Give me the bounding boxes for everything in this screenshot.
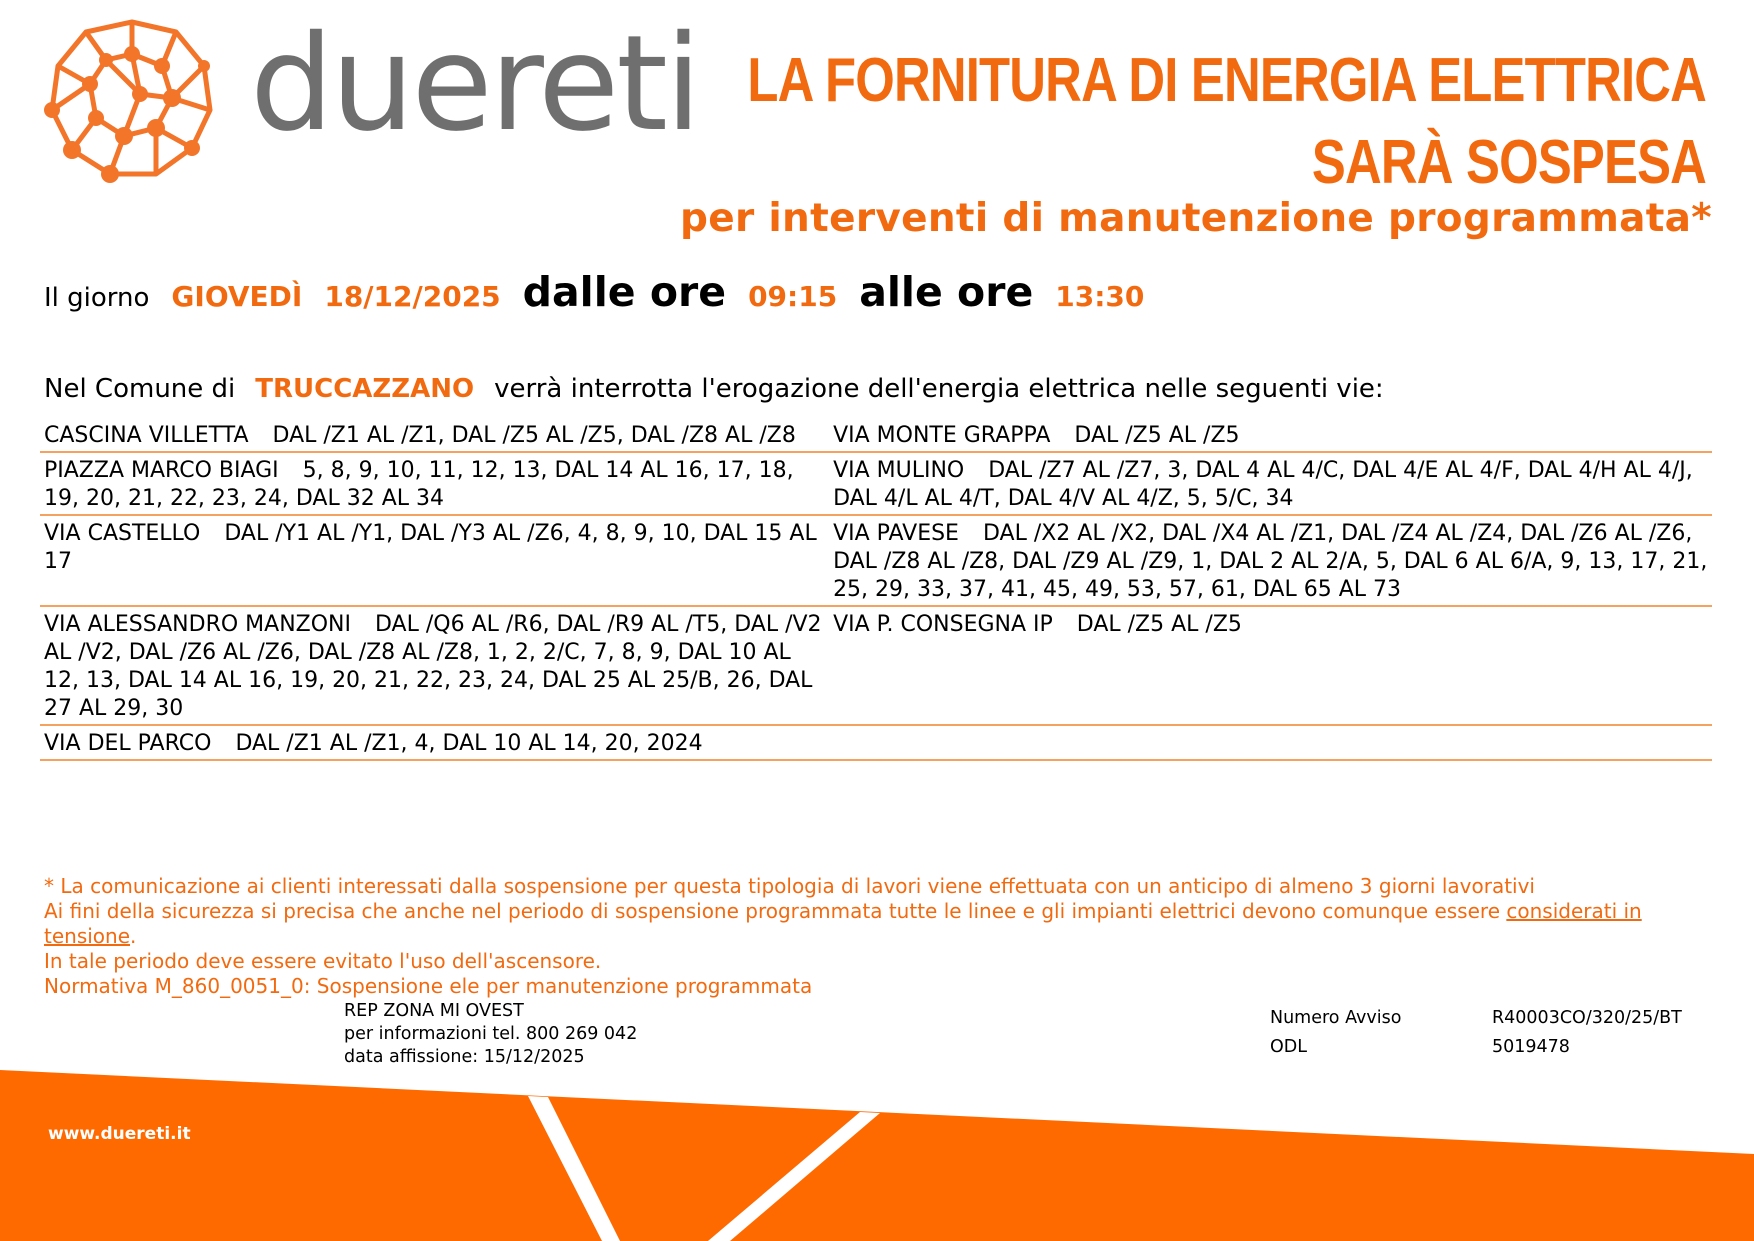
brand-name: duereti [250,7,699,161]
street-name: VIA ALESSANDRO MANZONI [44,612,351,637]
geodesic-sphere-logo-icon [44,14,220,184]
street-cell [40,422,823,450]
date: 18/12/2025 [324,280,501,313]
odl-row [1270,1033,1682,1062]
contact-info [344,1000,637,1069]
street-details: DAL /Z5 AL /Z5 [1076,612,1242,637]
street-details: DAL /Z1 AL /Z1, 4, DAL 10 AL 14, 20, 2024 [235,731,703,756]
street-cell [823,422,1712,450]
street-details: DAL /Z5 AL /Z5 [1074,423,1240,448]
website-link[interactable]: www.duereti.it [48,1124,191,1144]
table-row [40,607,1712,726]
weekday: GIOVEDÌ [171,280,303,313]
notice-number-label: Numero Avviso [1270,1008,1402,1028]
odl-value: 5019478 [1492,1037,1570,1057]
street-name: VIA CASTELLO [44,521,201,546]
logo-mark [44,14,220,184]
street-details: DAL /Y1 AL /Y1, DAL /Y3 AL /Z6, 4, 8, 9, 10, DAL 15 AL 17 [44,521,817,574]
street-name: PIAZZA MARCO BIAGI [44,458,279,483]
street-name: VIA PAVESE [833,521,959,546]
schedule-line [44,268,1166,316]
street-cell [823,611,1712,723]
to-time: 13:30 [1055,280,1145,313]
table-row [40,453,1712,516]
street-cell [823,520,1712,604]
street-details: 5, 8, 9, 10, 11, 12, 13, DAL 14 AL 16, 17, 18, 19, 20, 21, 22, 23, 24, DAL 32 AL 34 [44,458,794,511]
notice-number-row [1270,1004,1682,1033]
odl-label: ODL [1270,1037,1307,1057]
note-regulation: Normativa M_860_0051_0: Sospensione ele per manutenzione programmata [44,974,813,998]
notice-info [1270,1004,1682,1062]
street-cell [823,457,1712,513]
notes [44,874,1704,999]
street-cell [40,520,823,604]
table-row [40,516,1712,607]
note-elevator: In tale periodo deve essere evitato l'uso dell'ascensore. [44,949,602,973]
street-details: DAL /Z1 AL /Z1, DAL /Z5 AL /Z5, DAL /Z8 AL /Z8 [272,423,796,448]
street-cell [40,730,823,758]
street-name: CASCINA VILLETTA [44,423,249,448]
municipality-prefix: Nel Comune di [44,374,236,404]
street-details: DAL /Q6 AL /R6, DAL /R9 AL /T5, DAL /V2 AL /V2, DAL /Z6 AL /Z6, DAL /Z8 AL /Z8, 1, 2, 2/C, 7, 8, 9, DAL 10 AL 12, 13, DAL 14 AL 16, 19, 20, 21, 22, 23, 24, DAL 25 AL 25/B, 26, DAL 27 AL 29, 30 [44,612,822,721]
table-row [40,726,1712,761]
from-label: dalle ore [522,268,727,316]
contact-posted-date: data affissione: 15/12/2025 [344,1047,585,1067]
headline [747,40,1706,204]
note-safety-underlined: considerati in tensione [44,899,1642,948]
street-cell [823,730,1712,758]
note-safety-text: Ai fini della sicurezza si precisa che anche nel periodo di sospensione programmata tutte le linee e gli impianti elettrici devono comunque essere [44,899,1507,923]
street-details: DAL /Z7 AL /Z7, 3, DAL 4 AL 4/C, DAL 4/E AL 4/F, DAL 4/H AL 4/J, DAL 4/L AL 4/T, DAL 4/V AL 4/Z, 5, 5/C, 34 [833,458,1693,511]
street-name: VIA DEL PARCO [44,731,212,756]
street-details: DAL /X2 AL /X2, DAL /X4 AL /Z1, DAL /Z4 AL /Z4, DAL /Z6 AL /Z6, DAL /Z8 AL /Z8, DAL /Z9 AL /Z9, 1, DAL 2 AL 2/A, 5, DAL 6 AL 6/A, 9, 13, 17, 21, 25, 29, 33, 37, 41, 45, 49, 53, 57, 61, DAL 65 AL 73 [833,521,1708,602]
streets-table [40,418,1712,761]
contact-zone: REP ZONA MI OVEST [344,1001,524,1021]
municipality-line [44,374,1384,404]
to-label: alle ore [859,268,1034,316]
contact-phone: per informazioni tel. 800 269 042 [344,1024,638,1044]
note-advance-notice: * La comunicazione ai clienti interessati dalla sospensione per questa tipologia di lavori viene effettuata con un anticipo di almeno 3 giorni lavorativi [44,874,1535,898]
street-cell [40,611,823,723]
headline-line-1: LA FORNITURA DI ENERGIA ELETTRICA [747,46,1706,115]
street-name: VIA MULINO [833,458,965,483]
street-name: VIA MONTE GRAPPA [833,423,1051,448]
street-name: VIA P. CONSEGNA IP [833,612,1053,637]
notice-number-value: R40003CO/320/25/BT [1492,1008,1682,1028]
day-label: Il giorno [44,283,150,313]
note-safety-end: . [130,924,137,948]
headline-line-2: SARÀ SOSPESA [1311,128,1706,197]
table-row [40,418,1712,453]
street-cell [40,457,823,513]
municipality-name: TRUCCAZZANO [255,374,475,404]
municipality-suffix: verrà interrotta l'erogazione dell'energia elettrica nelle seguenti vie: [494,374,1384,404]
from-time: 09:15 [748,280,838,313]
subheadline: per interventi di manutenzione programmata* [680,196,1712,241]
footer-band [0,1070,1754,1241]
note-safety [44,899,1704,949]
